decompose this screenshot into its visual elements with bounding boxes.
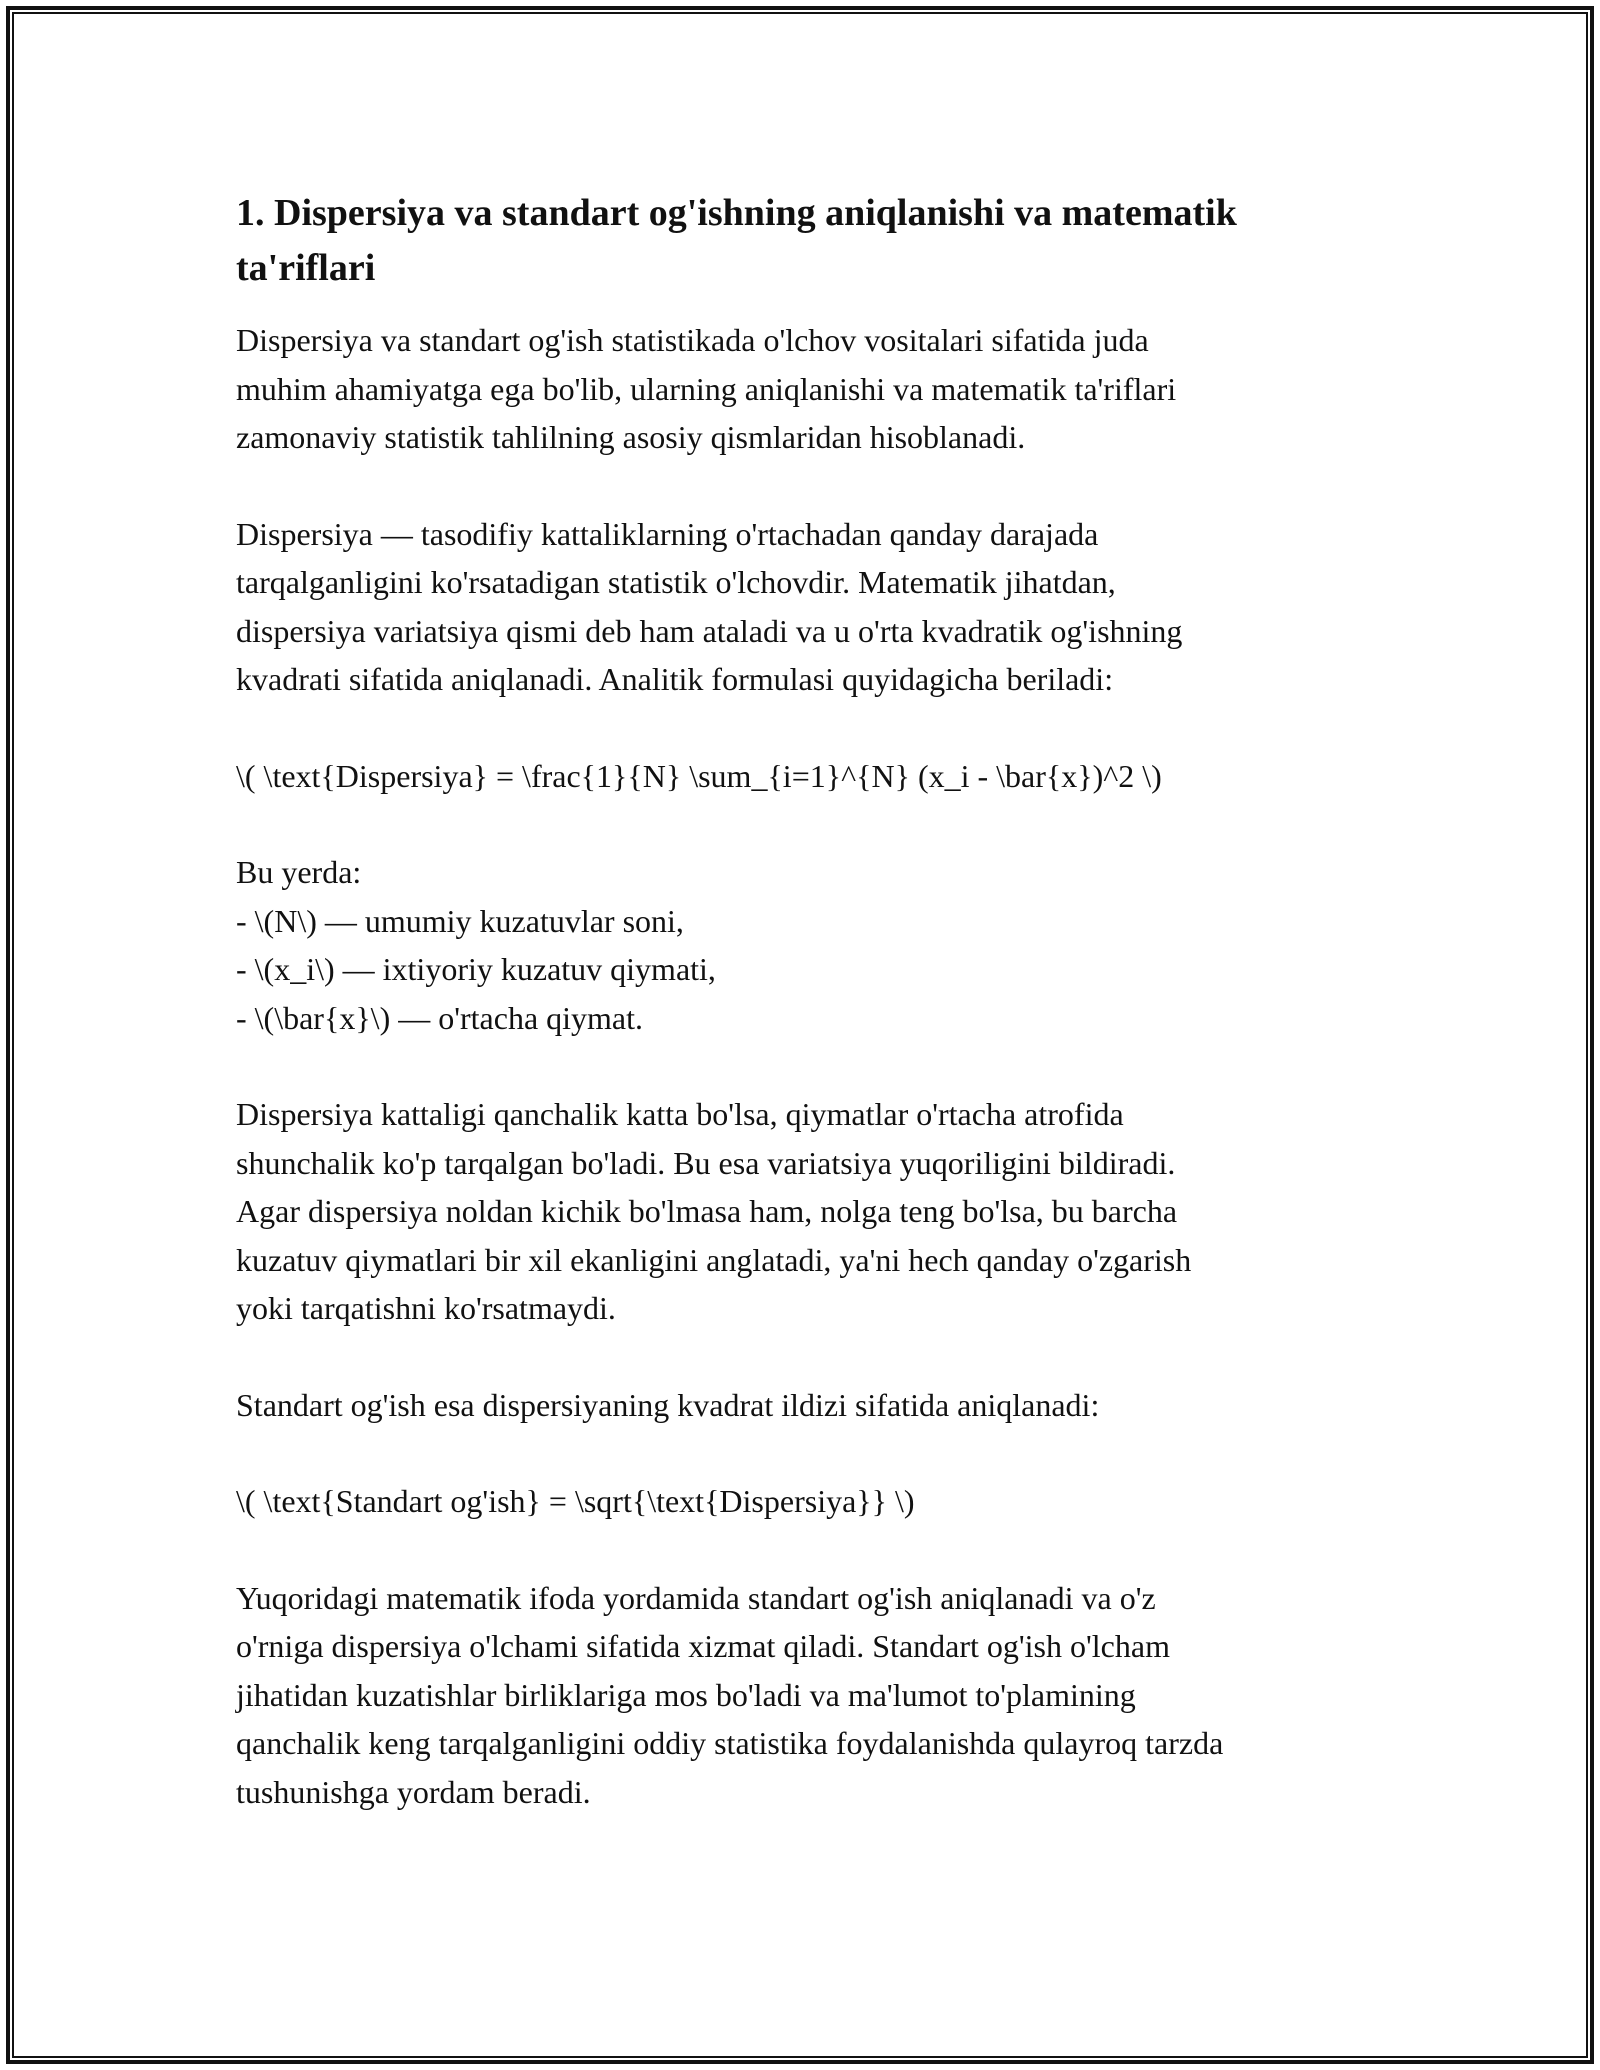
heading-line: ta'riflari [236, 247, 376, 289]
std-dev-formula [236, 1477, 1376, 1526]
variance-formula [236, 752, 1376, 801]
text-line: yoki tarqatishni ko'rsatmaydi. [236, 1290, 616, 1326]
text-line: muhim ahamiyatga ega bo'lib, ularning aniqlanishi va matematik ta'riflari [236, 370, 1177, 407]
text-line: Dispersiya — tasodifiy kattaliklarning o'rtachadan qanday darajada [236, 515, 1099, 552]
text-line: Standart og'ish esa dispersiyaning kvadrat ildizi sifatida aniqlanadi: [236, 1386, 1100, 1423]
text-line: tushunishga yordam beradi. [236, 1773, 591, 1810]
document-body [236, 186, 1376, 1864]
variance-interpretation-paragraph [236, 1090, 1376, 1333]
legend-line: Bu yerda: [236, 854, 362, 890]
text-line: o'rniga dispersiya o'lchami sifatida xizmat qiladi. Standart og'ish o'lcham [236, 1628, 1170, 1664]
text-line: kvadrati sifatida aniqlanadi. Analitik formulasi quyidagicha beriladi: [236, 661, 1114, 697]
text-line: shunchalik ko'p tarqalgan bo'ladi. Bu esa variatsiya yuqoriligini bildiradi. [236, 1144, 1176, 1181]
text-line: kuzatuv qiymatlari bir xil ekanligini anglatadi, ya'ni hech qanday o'zgarish [236, 1241, 1192, 1278]
std-dev-explanation-paragraph [236, 1574, 1376, 1817]
legend-line: - \(x_i\) — ixtiyoriy kuzatuv qiymati, [236, 951, 716, 987]
text-line: Yuqoridagi matematik ifoda yordamida standart og'ish aniqlanadi va o'z [236, 1579, 1156, 1616]
text-line: tarqalganligini ko'rsatadigan statistik o'lchovdir. Matematik jihatdan, [236, 564, 1116, 600]
text-line: Dispersiya va standart og'ish statistikada o'lchov vositalari sifatida juda [236, 322, 1149, 358]
formula-line: \( \text{Standart og'ish} = \sqrt{\text{Dispersiya}} \) [236, 1483, 915, 1519]
text-line: qanchalik keng tarqalganligini oddiy statistika foydalanishda qulayroq tarzda [236, 1725, 1224, 1761]
std-dev-intro-paragraph [236, 1381, 1376, 1430]
variance-definition-paragraph [236, 510, 1376, 704]
section-heading [236, 186, 1376, 296]
legend-line: - \(N\) — umumiy kuzatuvlar soni, [236, 902, 684, 939]
text-line: jihatidan kuzatishlar birliklariga mos bo'ladi va ma'lumot to'plamining [236, 1676, 1136, 1713]
text-line: Dispersiya kattaligi qanchalik katta bo'lsa, qiymatlar o'rtacha atrofida [236, 1096, 1124, 1132]
text-line: Agar dispersiya noldan kichik bo'lmasa ham, nolga teng bo'lsa, bu barcha [236, 1193, 1178, 1229]
formula-legend [236, 848, 1376, 1042]
legend-line: - \(\bar{x}\) — o'rtacha qiymat. [236, 999, 644, 1036]
text-line: zamonaviy statistik tahlilning asosiy qismlaridan hisoblanadi. [236, 419, 1026, 455]
intro-paragraph [236, 316, 1376, 462]
text-line: dispersiya variatsiya qismi deb ham ataladi va u o'rta kvadratik og'ishning [236, 612, 1183, 649]
heading-line: 1. Dispersiya va standart og'ishning aniqlanishi va matematik [236, 192, 1237, 234]
formula-line: \( \text{Dispersiya} = \frac{1}{N} \sum_{i=1}^{N} (x_i - \bar{x})^2 \) [236, 757, 1162, 794]
